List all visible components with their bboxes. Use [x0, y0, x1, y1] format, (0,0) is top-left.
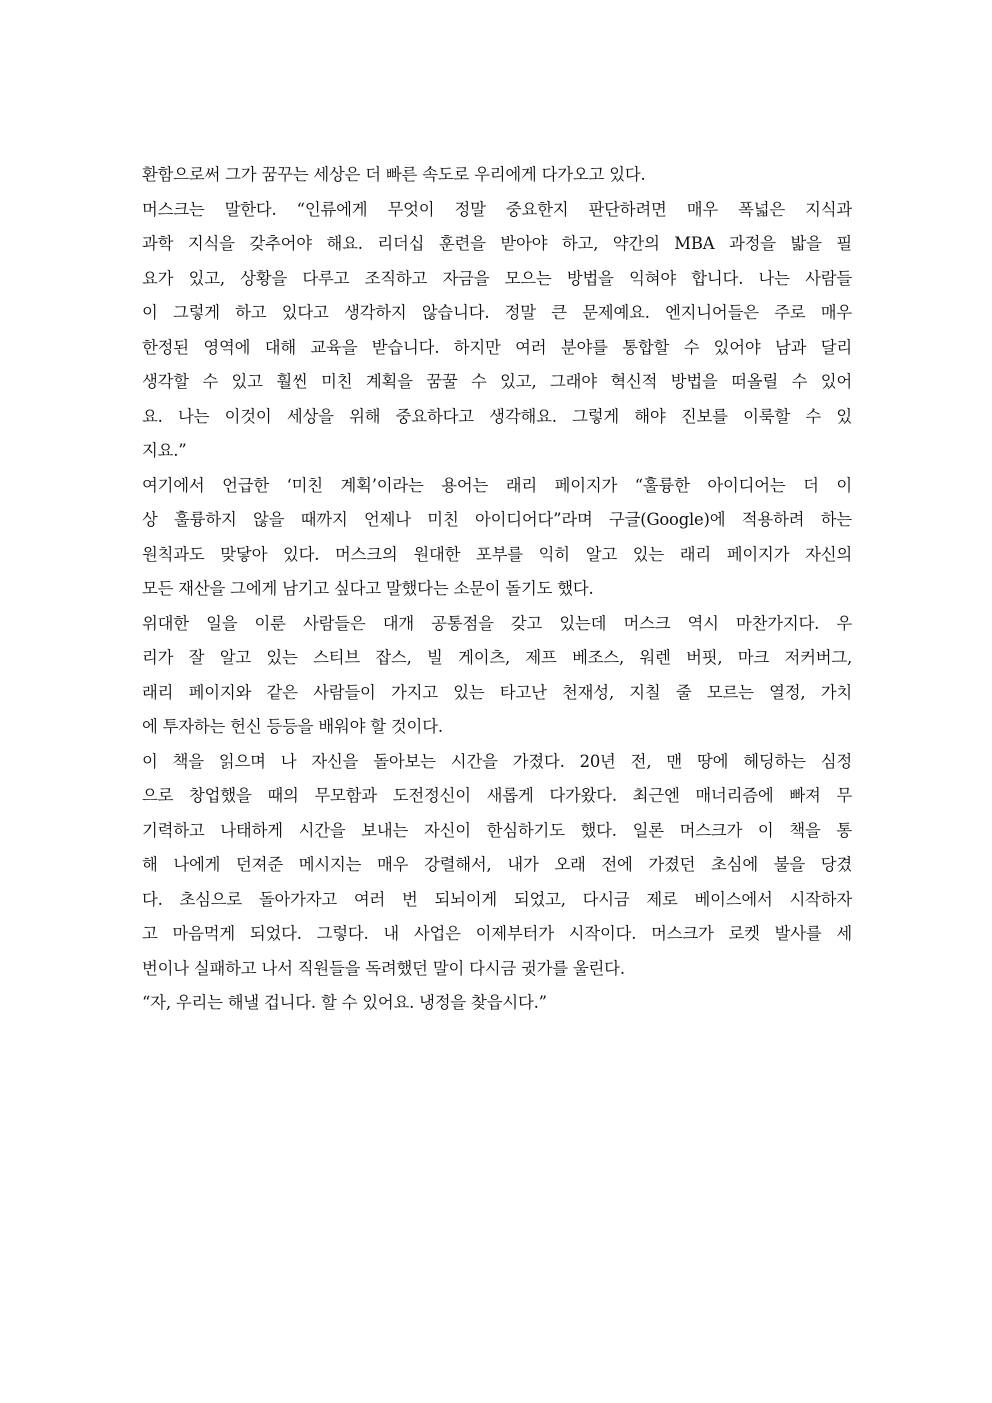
- text-line: 요. 나는 이것이 세상을 위해 중요하다고 생각해요. 그렇게 해야 진보를 이룩할 수 있: [142, 406, 852, 426]
- body-text: [142, 158, 852, 1021]
- text-line: 기력하고 나태하게 시간을 보내는 자신이 한심하기도 했다. 일론 머스크가 이 책을 통: [142, 820, 852, 840]
- text-line: 으로 창업했을 때의 무모함과 도전정신이 새롭게 다가왔다. 최근엔 매너리즘에 빠져 무: [142, 786, 852, 805]
- text-line: 지요.”: [142, 441, 187, 460]
- text-line: 래리 페이지와 같은 사람들이 가지고 있는 타고난 천재성, 지칠 줄 모르는 열정, 가치: [142, 682, 852, 702]
- text-line: 해 나에게 던져준 메시지는 매우 강렬해서, 내가 오래 전에 가졌던 초심에 불을 당겼: [142, 855, 852, 874]
- text-line: 리가 잘 알고 있는 스티브 잡스, 빌 게이츠, 제프 베조스, 워렌 버핏, 마크 저커버그,: [142, 648, 852, 667]
- text-line: 위대한 일을 이룬 사람들은 대개 공통점을 갖고 있는데 머스크 역시 마찬가지다. 우: [142, 613, 852, 633]
- text-line: 한정된 영역에 대해 교육을 받습니다. 하지만 여러 분야를 통합할 수 있어야 남과 달리: [142, 337, 852, 357]
- text-line: 환함으로써 그가 꿈꾸는 세상은 더 빠른 속도로 우리에게 다가오고 있다.: [142, 165, 646, 184]
- text-line: 생각할 수 있고 훨씬 미친 계획을 꿈꿀 수 있고, 그래야 혁신적 방법을 떠올릴 수 있어: [142, 372, 852, 391]
- text-line: 에 투자하는 헌신 등등을 배워야 할 것이다.: [142, 717, 443, 736]
- text-line: 원칙과도 맞닿아 있다. 머스크의 원대한 포부를 익히 알고 있는 래리 페이지가 자신의: [142, 544, 852, 564]
- text-line: 고 마음먹게 되었다. 그렇다. 내 사업은 이제부터가 시작이다. 머스크가 로켓 발사를 세: [142, 924, 852, 943]
- text-line: “자, 우리는 해낼 겁니다. 할 수 있어요. 냉정을 찾읍시다.”: [142, 993, 547, 1012]
- text-line: 요가 있고, 상황을 다루고 조직하고 자금을 모으는 방법을 익혀야 합니다. 나는 사람들: [142, 268, 852, 288]
- text-line: 이 그렇게 하고 있다고 생각하지 않습니다. 정말 큰 문제예요. 엔지니어들은 주로 매우: [142, 303, 852, 322]
- text-line: 다. 초심으로 돌아가자고 여러 번 되뇌이게 되었고, 다시금 제로 베이스에서 시작하자: [142, 889, 852, 909]
- text-line: 상 훌륭하지 않을 때까지 언제나 미친 아이디어다”라며 구글(Google)에 적용하려 하는: [142, 510, 852, 529]
- text-line: 모든 재산을 그에게 남기고 싶다고 말했다는 소문이 돌기도 했다.: [142, 579, 594, 598]
- text-line: 과학 지식을 갖추어야 해요. 리더십 훈련을 받아야 하고, 약간의 MBA 과정을 밟을 필: [142, 234, 852, 253]
- text-line: 머스크는 말한다. “인류에게 무엇이 정말 중요한지 판단하려면 매우 폭넓은 지식과: [142, 199, 852, 219]
- text-line: 여기에서 언급한 ‘미친 계획’이라는 용어는 래리 페이지가 “훌륭한 아이디어는 더 이: [142, 475, 852, 495]
- text-line: 번이나 실패하고 나서 직원들을 독려했던 말이 다시금 귓가를 울린다.: [142, 958, 625, 978]
- text-line: 이 책을 읽으며 나 자신을 돌아보는 시간을 가졌다. 20년 전, 맨 땅에 헤딩하는 심정: [142, 751, 852, 771]
